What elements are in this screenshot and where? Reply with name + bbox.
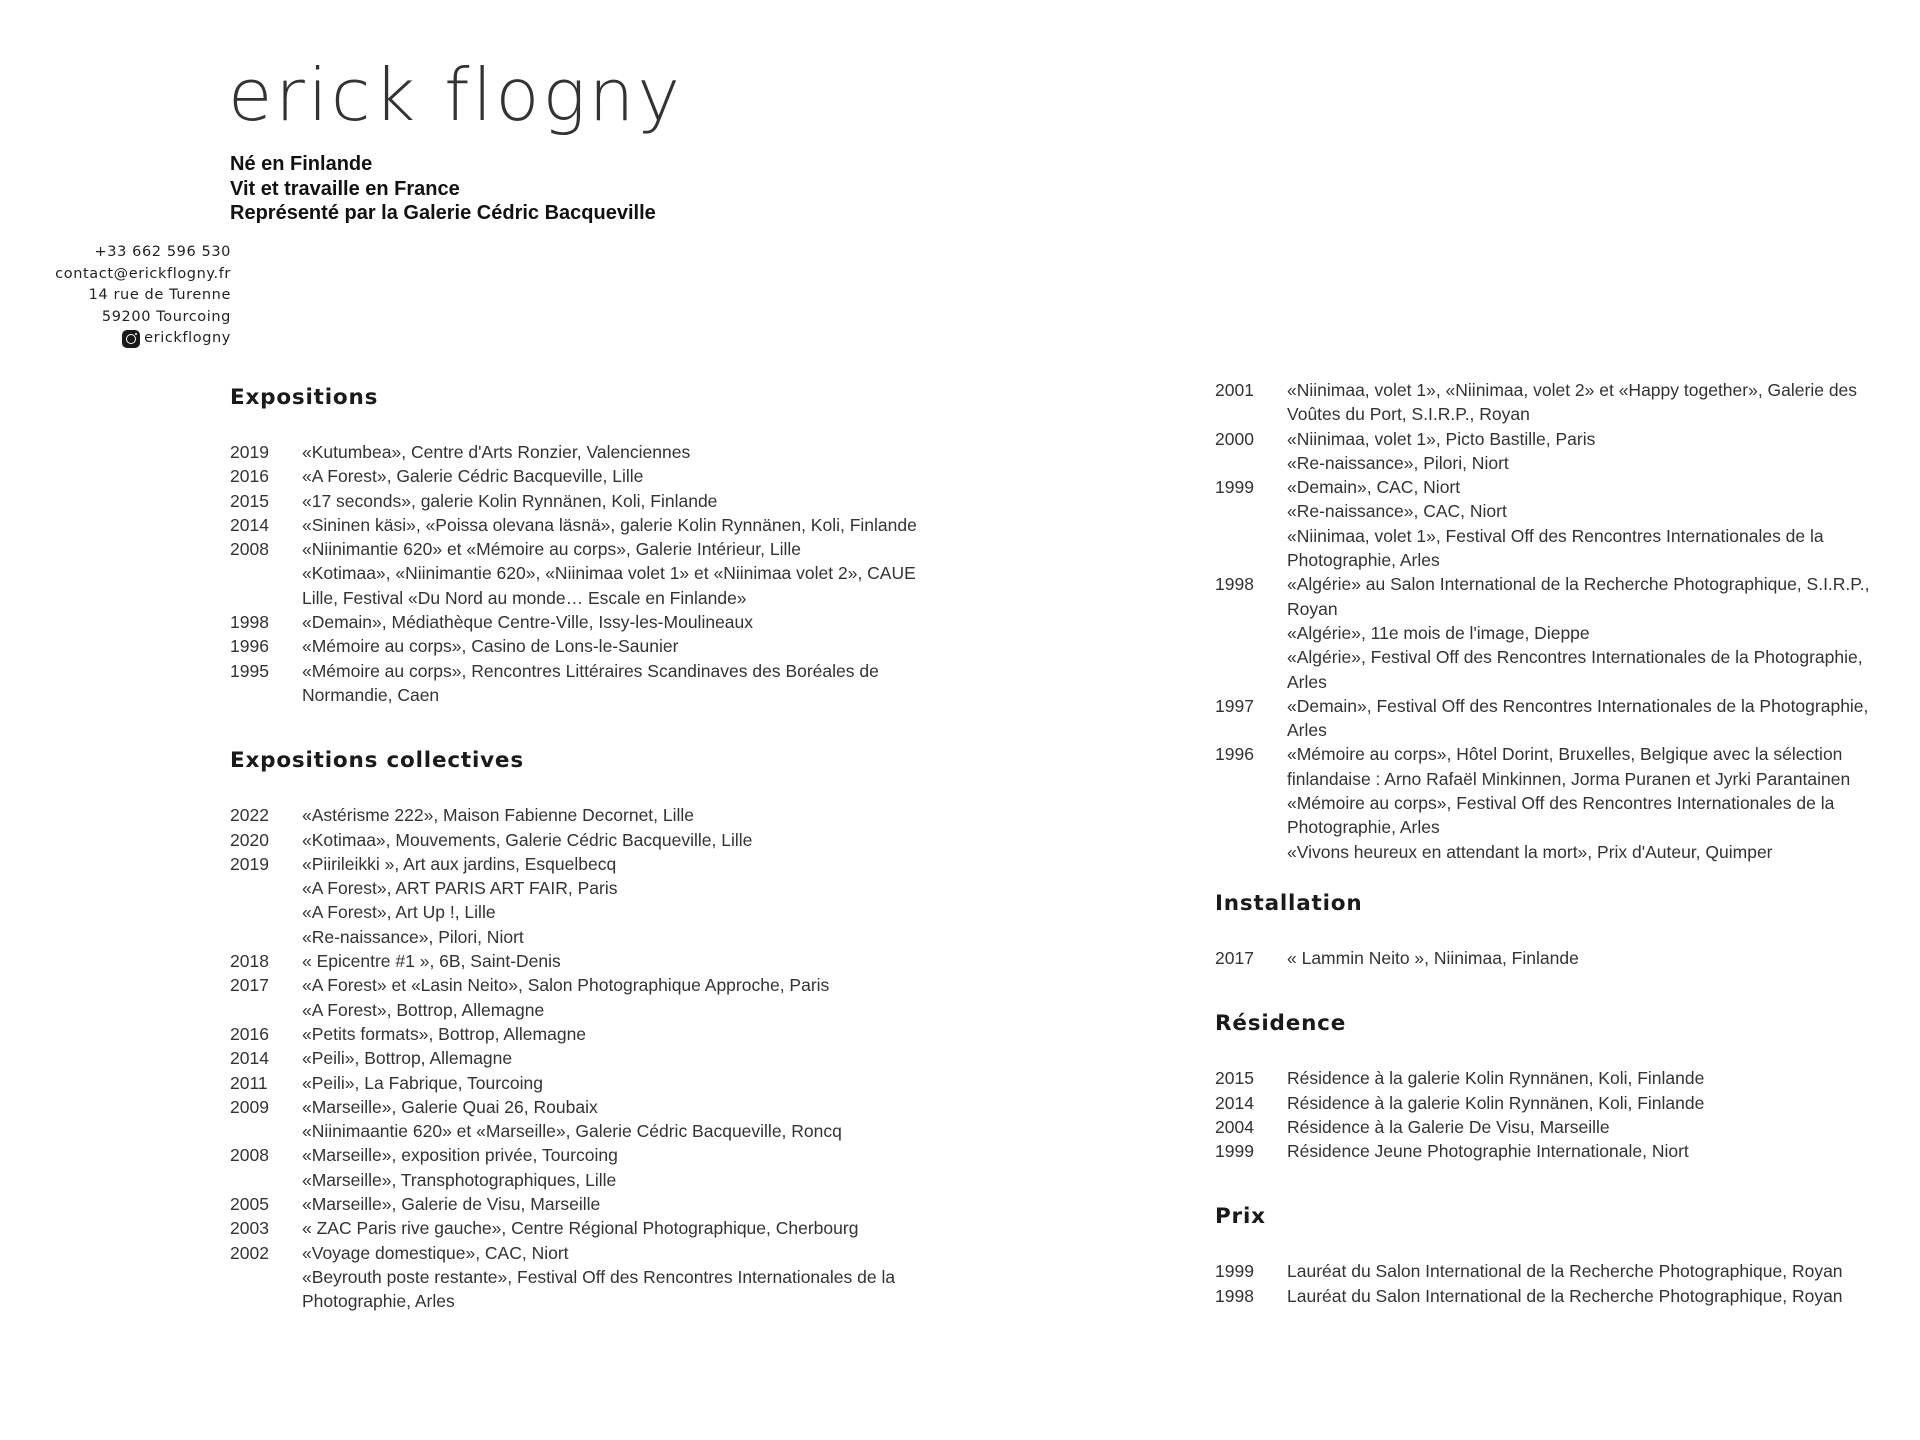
entry-line: «Petits formats», Bottrop, Allemagne [302, 1023, 587, 1044]
entry-line: Lauréat du Salon International de la Recherche Photographique, Royan [1287, 1285, 1843, 1306]
entry-line: «Mémoire au corps», Hôtel Dorint, Bruxelles, Belgique avec la sélection finlandaise : Arno Rafaël Minkinnen, Jorma Puranen et Jyrki Parantainen [1287, 744, 1851, 789]
section-prix [1215, 1197, 1905, 1308]
entry-line: «Sininen käsi», «Poissa olevana läsnä», galerie Kolin Rynnänen, Koli, Finlande [302, 514, 917, 535]
entry-line: «Demain», Festival Off des Rencontres Internationales de la Photographie, Arles [1287, 695, 1869, 741]
entry-year: 2002 [230, 1242, 269, 1263]
entry-line: «Niinimaa, volet 1», Picto Bastille, Paris [1287, 428, 1596, 449]
entry-line: «Peili», Bottrop, Allemagne [302, 1048, 513, 1069]
entry-line: «Voyage domestique», CAC, Niort [302, 1242, 569, 1263]
entry-line: «A Forest», Galerie Cédric Bacqueville, Lille [302, 466, 644, 487]
instagram-icon [122, 330, 140, 348]
entry-line: « ZAC Paris rive gauche», Centre Régional Photographique, Cherbourg [302, 1218, 859, 1239]
cv-entry [1215, 427, 1905, 476]
entry-year: 2011 [230, 1072, 268, 1093]
entry-text [302, 1241, 930, 1314]
entry-text [302, 973, 930, 1022]
entry-line: «Niinimaantie 620» et «Marseille», Galerie Cédric Bacqueville, Roncq [302, 1121, 842, 1142]
entry-text [1287, 1091, 1905, 1115]
entry-text [302, 634, 930, 658]
entry-line: «Re-naissance», Pilori, Niort [1287, 452, 1509, 473]
entry-text [302, 828, 930, 852]
cv-entry [230, 537, 930, 610]
artist-intro [230, 152, 656, 226]
entry-text [302, 659, 930, 708]
entry-text [1287, 946, 1905, 970]
entry-line: «Marseille», Transphotographiques, Lille [302, 1169, 617, 1190]
left-column [230, 378, 930, 1314]
entry-year: 1998 [1215, 574, 1254, 595]
section-residence [1215, 1004, 1905, 1163]
entry-text [302, 803, 930, 827]
entry-text [1287, 742, 1905, 863]
entry-year: 2019 [230, 442, 269, 462]
entry-year: 2022 [230, 805, 269, 826]
entry-year: 2003 [230, 1218, 269, 1239]
intro-line: Né en Finlande [230, 153, 373, 175]
entry-line: « Epicentre #1 », 6B, Saint-Denis [302, 951, 561, 972]
cv-entry [1215, 946, 1905, 970]
entry-line: «Re-naissance», CAC, Niort [1287, 501, 1507, 522]
entry-year: 2019 [230, 853, 269, 874]
entry-list [1215, 946, 1905, 970]
cv-entry [230, 1022, 930, 1046]
contact-city: 59200 Tourcoing [101, 308, 231, 325]
artist-name: erick flogny [228, 53, 683, 137]
contact-email[interactable]: contact@erickflogny.fr [55, 265, 231, 282]
cv-entry [230, 852, 930, 949]
entry-line: «Marseille», Galerie Quai 26, Roubaix [302, 1096, 598, 1117]
entry-year: 1999 [1215, 1141, 1254, 1162]
section-title: Expositions [230, 385, 379, 410]
entry-line: «Beyrouth poste restante», Festival Off des Rencontres Internationales de la Photographie, Arles [302, 1266, 896, 1312]
entry-line: «Niinimaa, volet 1», «Niinimaa, volet 2» et «Happy together», Galerie des Voûtes du Port, S.I.R.P., Royan [1287, 380, 1858, 425]
entry-year: 2016 [230, 1023, 269, 1044]
entry-year: 2014 [230, 1048, 269, 1069]
entry-line: «Niinimaa, volet 1», Festival Off des Rencontres Internationales de la Photographie, Arles [1287, 525, 1824, 571]
entry-line: «Vivons heureux en attendant la mort», Prix d'Auteur, Quimper [1287, 841, 1773, 862]
entry-text [302, 1095, 930, 1144]
entry-line: «Mémoire au corps», Festival Off des Rencontres Internationales de la Photographie, Arles [1287, 793, 1835, 838]
entry-list [1215, 1259, 1905, 1308]
cv-entry [1215, 694, 1905, 743]
entry-line: «Mémoire au corps», Casino de Lons-le-Saunier [302, 636, 679, 657]
entry-line: «Peili», La Fabrique, Tourcoing [302, 1072, 543, 1093]
entry-line: «Marseille», exposition privée, Tourcoing [302, 1145, 618, 1166]
entry-year: 2017 [230, 975, 269, 996]
cv-entry [1215, 1066, 1905, 1090]
entry-line: «Demain», Médiathèque Centre-Ville, Issy-les-Moulineaux [302, 612, 754, 633]
entry-year: 2015 [1215, 1068, 1254, 1089]
cv-entry [230, 828, 930, 852]
entry-year: 1998 [230, 612, 269, 633]
entry-text [302, 949, 930, 973]
entry-year: 2004 [1215, 1116, 1254, 1137]
entry-text [1287, 378, 1905, 427]
entry-text [1287, 1115, 1905, 1139]
entry-text [302, 1022, 930, 1046]
entry-text [302, 852, 930, 949]
cv-entry [230, 973, 930, 1022]
entry-line: «Kutumbea», Centre d'Arts Ronzier, Valenciennes [302, 442, 691, 462]
entry-year: 1997 [1215, 695, 1254, 716]
section-title: Prix [1215, 1204, 1266, 1230]
entry-text [1287, 694, 1905, 743]
cv-entry [1215, 1259, 1905, 1283]
entry-line: «Piirileikki », Art aux jardins, Esquelbecq [302, 853, 617, 874]
cv-entry [1215, 1139, 1905, 1163]
cv-entry [230, 440, 930, 464]
entry-text [302, 610, 930, 634]
entry-line: «Re-naissance», Pilori, Niort [302, 926, 524, 947]
entry-year: 2018 [230, 951, 269, 972]
entry-line: Résidence à la Galerie De Visu, Marseille [1287, 1116, 1610, 1137]
entry-line: «Kotimaa», «Niinimantie 620», «Niinimaa volet 1» et «Niinimaa volet 2», CAUE Lille, Festival «Du Nord au monde… Escale en Finlande» [302, 563, 916, 608]
contact-block [55, 242, 231, 350]
cv-entry [230, 1095, 930, 1144]
cv-entry [230, 1192, 930, 1216]
entry-line: Lauréat du Salon International de la Recherche Photographique, Royan [1287, 1261, 1843, 1282]
section-expositions-collectives [230, 741, 930, 1313]
entry-list [230, 803, 930, 1313]
section-expositions [230, 378, 930, 707]
entry-line: «A Forest», Art Up !, Lille [302, 902, 496, 923]
section-installation [1215, 884, 1905, 970]
contact-street: 14 rue de Turenne [88, 287, 231, 303]
entry-list [1215, 378, 1905, 864]
entry-text [1287, 427, 1905, 476]
instagram-link[interactable] [55, 328, 231, 350]
entry-year: 2000 [1215, 428, 1254, 449]
entry-list [230, 440, 930, 707]
entry-year: 1996 [1215, 744, 1254, 765]
entry-line: «Astérisme 222», Maison Fabienne Decornet, Lille [302, 805, 695, 826]
entry-line: «Marseille», Galerie de Visu, Marseille [302, 1194, 601, 1215]
entry-text [1287, 1284, 1905, 1308]
cv-entry [230, 489, 930, 513]
entry-text [302, 1071, 930, 1095]
cv-entry [230, 1241, 930, 1314]
entry-text [302, 1143, 930, 1192]
cv-entry [1215, 1284, 1905, 1308]
entry-year: 1995 [230, 660, 269, 681]
entry-year: 2016 [230, 466, 269, 487]
cv-entry [230, 1046, 930, 1070]
entry-year: 2015 [230, 490, 269, 511]
entry-year: 1996 [230, 636, 269, 657]
intro-line: Vit et travaille en France [230, 177, 460, 200]
entry-line: Résidence à la galerie Kolin Rynnänen, Koli, Finlande [1287, 1092, 1705, 1113]
entry-year: 2008 [230, 539, 269, 560]
entry-text [302, 1216, 930, 1240]
section-title: Installation [1215, 890, 1363, 916]
entry-list [1215, 1066, 1905, 1163]
cv-entry [1215, 742, 1905, 863]
entry-line: «Algérie», 11e mois de l'image, Dieppe [1287, 622, 1590, 643]
contact-phone[interactable]: +33 662 596 530 [94, 244, 231, 260]
entry-year: 2014 [1215, 1092, 1254, 1113]
entry-line: «Algérie», Festival Off des Rencontres Internationales de la Photographie, Arles [1287, 647, 1863, 692]
cv-entry [230, 949, 930, 973]
entry-year: 1999 [1215, 477, 1254, 498]
entry-line: «A Forest», ART PARIS ART FAIR, Paris [302, 878, 618, 899]
entry-line: Résidence à la galerie Kolin Rynnänen, Koli, Finlande [1287, 1068, 1705, 1089]
entry-year: 2005 [230, 1194, 269, 1215]
section-expositions-continued [1215, 378, 1905, 864]
entry-text [1287, 1066, 1905, 1090]
entry-text [302, 537, 930, 610]
entry-year: 2017 [1215, 947, 1254, 968]
entry-text [1287, 1139, 1905, 1163]
cv-entry [1215, 475, 1905, 572]
entry-text [302, 489, 930, 513]
entry-line: «Demain», CAC, Niort [1287, 477, 1461, 498]
entry-year: 2020 [230, 829, 269, 850]
entry-text [302, 464, 930, 488]
entry-year: 2009 [230, 1096, 269, 1117]
cv-entry [230, 464, 930, 488]
entry-year: 2014 [230, 514, 269, 535]
entry-text [1287, 475, 1905, 572]
entry-line: «Kotimaa», Mouvements, Galerie Cédric Bacqueville, Lille [302, 829, 753, 850]
entry-text [302, 440, 930, 464]
cv-entry [1215, 378, 1905, 427]
entry-text [302, 1046, 930, 1070]
entry-year: 2008 [230, 1145, 269, 1166]
cv-entry [230, 610, 930, 634]
entry-text [302, 513, 930, 537]
entry-line: «Niinimantie 620» et «Mémoire au corps», Galerie Intérieur, Lille [302, 539, 802, 560]
cv-entry [1215, 572, 1905, 693]
entry-year: 1998 [1215, 1285, 1254, 1306]
entry-line: «A Forest» et «Lasin Neito», Salon Photographique Approche, Paris [302, 975, 830, 996]
entry-text [1287, 1259, 1905, 1283]
section-title: Résidence [1215, 1011, 1347, 1037]
cv-entry [230, 659, 930, 708]
cv-entry [230, 513, 930, 537]
cv-entry [230, 1216, 930, 1240]
entry-line: «17 seconds», galerie Kolin Rynnänen, Koli, Finlande [302, 490, 718, 511]
cv-entry [230, 1071, 930, 1095]
entry-text [302, 1192, 930, 1216]
entry-text [1287, 572, 1905, 693]
entry-year: 1999 [1215, 1261, 1254, 1282]
entry-line: Résidence Jeune Photographie Internationale, Niort [1287, 1141, 1689, 1162]
cv-entry [230, 803, 930, 827]
cv-entry [230, 1143, 930, 1192]
section-title: Expositions collectives [230, 748, 524, 774]
entry-line: «Mémoire au corps», Rencontres Littéraires Scandinaves des Boréales de Normandie, Caen [302, 660, 879, 705]
instagram-handle: erickflogny [144, 330, 231, 346]
entry-year: 2001 [1215, 380, 1254, 400]
cv-entry [230, 634, 930, 658]
cv-entry [1215, 1091, 1905, 1115]
right-column [1215, 378, 1905, 1308]
entry-line: «A Forest», Bottrop, Allemagne [302, 999, 545, 1020]
cv-entry [1215, 1115, 1905, 1139]
intro-line: Représenté par la Galerie Cédric Bacqueville [230, 202, 656, 224]
entry-line: « Lammin Neito », Niinimaa, Finlande [1287, 947, 1579, 968]
entry-line: «Algérie» au Salon International de la Recherche Photographique, S.I.R.P., Royan [1287, 574, 1870, 619]
